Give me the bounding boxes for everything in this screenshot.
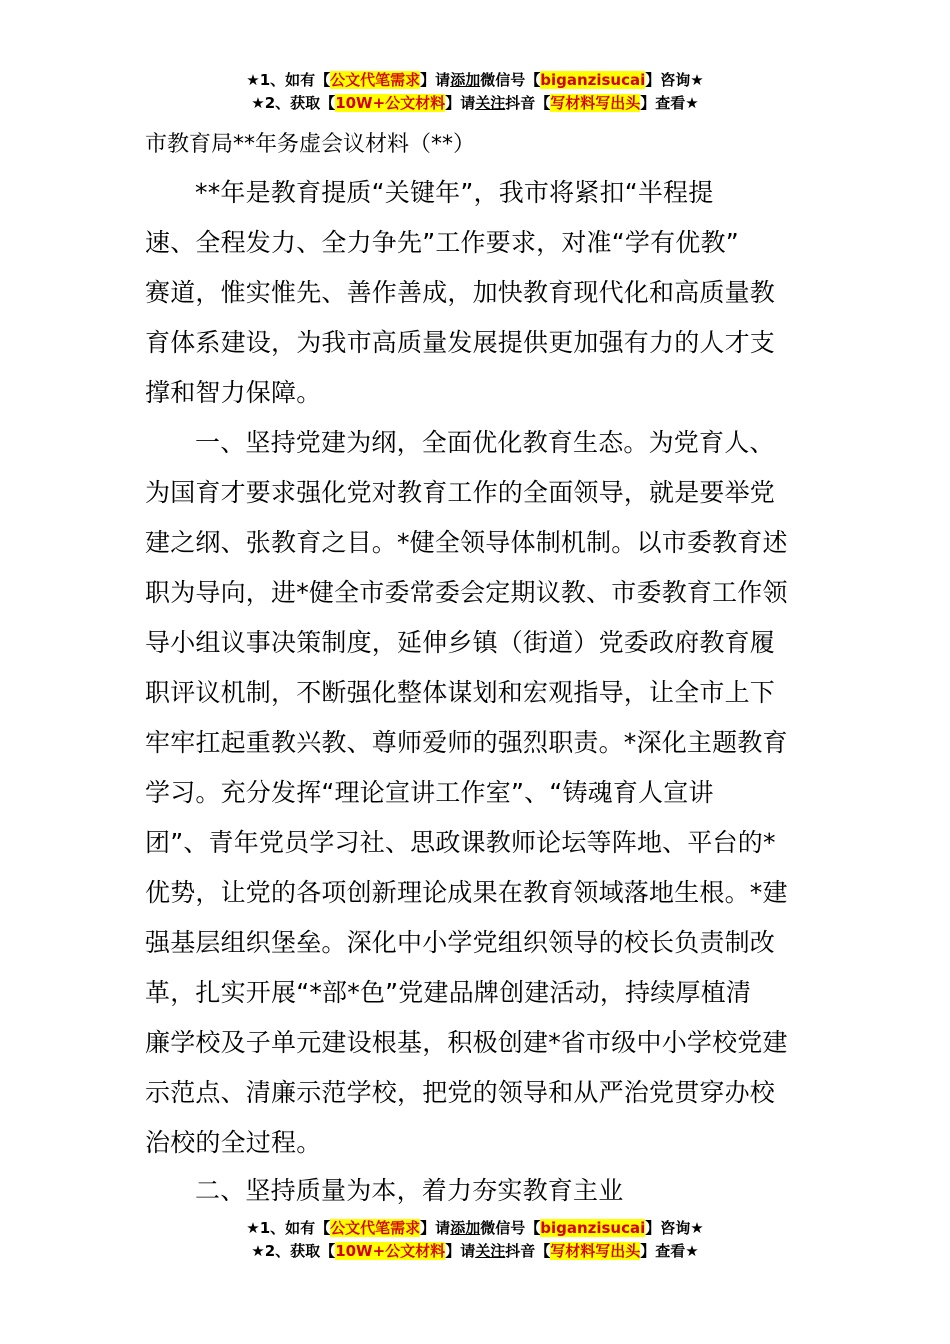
text-line: 学习。充分发挥“理论宣讲工作室”、“铸魂育人宣讲 bbox=[145, 778, 714, 807]
bottom-banner bbox=[0, 1218, 950, 1264]
text-line: **年是教育提质“关键年”，我市将紧扣“半程提 bbox=[195, 178, 714, 207]
text-line: 治校的全过程。 bbox=[145, 1128, 322, 1157]
highlight-wechat-id: biganzisucai bbox=[540, 1219, 646, 1237]
text-line: 廉学校及子单元建设根基，积极创建*省市级中小学校党建 bbox=[145, 1028, 788, 1057]
text-line: 二、坚持质量为本，着力夯实教育主业 bbox=[195, 1176, 624, 1205]
text-line: 速、全程发力、全力争先”工作要求，对准“学有优教” bbox=[145, 228, 739, 257]
text-line: 赛道，惟实惟先、善作善成，加快教育现代化和高质量教 bbox=[145, 278, 776, 307]
section-heading-2 bbox=[145, 1166, 807, 1216]
highlight-douyin: 写材料写出头 bbox=[550, 94, 641, 112]
highlight-wechat-id: biganzisucai bbox=[540, 71, 646, 89]
highlight-service: 公文代笔需求 bbox=[330, 1219, 421, 1237]
text-line: 育体系建设，为我市高质量发展提供更加强有力的人才支 bbox=[145, 328, 776, 357]
star-icon: ★ bbox=[246, 71, 260, 89]
highlight-materials: 10W+公文材料 bbox=[335, 94, 446, 112]
text-line: 职评议机制，不断强化整体谋划和宏观指导，让全市上下 bbox=[145, 678, 776, 707]
text-line: 一、坚持党建为纲，全面优化教育生态。为党育人、 bbox=[195, 428, 775, 457]
text-line: 革，扎实开展“*部*色”党建品牌创建活动，持续厚植清 bbox=[145, 978, 752, 1007]
star-icon: ★ bbox=[251, 1242, 265, 1260]
banner-line-1: ★1、如有【公文代笔需求】请添加微信号【biganzisucai】咨询★ bbox=[246, 1219, 704, 1237]
text-line: 优势，让党的各项创新理论成果在教育领域落地生根。*建 bbox=[145, 878, 788, 907]
banner-line-2: ★2、获取【10W+公文材料】请关注抖音【写材料写出头】查看★ bbox=[251, 94, 699, 112]
banner-line-1: ★1、如有【公文代笔需求】请添加微信号【biganzisucai】咨询★ bbox=[246, 71, 704, 89]
top-banner bbox=[0, 70, 950, 116]
text-line: 为国育才要求强化党对教育工作的全面领导，就是要举党 bbox=[145, 478, 776, 507]
text-line: 导小组议事决策制度，延伸乡镇（街道）党委政府教育履 bbox=[145, 628, 776, 657]
text-line: 强基层组织堡垒。深化中小学党组织领导的校长负责制改 bbox=[145, 928, 776, 957]
banner-line-2: ★2、获取【10W+公文材料】请关注抖音【写材料写出头】查看★ bbox=[251, 1242, 699, 1260]
highlight-materials: 10W+公文材料 bbox=[335, 1242, 446, 1260]
text-line: 团”、青年党员学习社、思政课教师论坛等阵地、平台的* bbox=[145, 828, 776, 857]
highlight-douyin: 写材料写出头 bbox=[550, 1242, 641, 1260]
text-line: 示范点、清廉示范学校，把党的领导和从严治党贯穿办校 bbox=[145, 1078, 776, 1107]
text-line: 职为导向，进*健全市委常委会定期议教、市委教育工作领 bbox=[145, 578, 788, 607]
paragraph-2 bbox=[145, 418, 807, 1168]
document-title: 市教育局**年务虚会议材料（**） bbox=[145, 132, 476, 157]
text-line: 撑和智力保障。 bbox=[145, 378, 322, 407]
star-icon: ★ bbox=[246, 1219, 260, 1237]
highlight-service: 公文代笔需求 bbox=[330, 71, 421, 89]
text-line: 建之纲、张教育之目。*健全领导体制机制。以市委教育述 bbox=[145, 528, 788, 557]
paragraph-1 bbox=[145, 168, 807, 418]
text-line: 牢牢扛起重教兴教、尊师爱师的强烈职责。*深化主题教育 bbox=[145, 728, 788, 757]
star-icon: ★ bbox=[251, 94, 265, 112]
